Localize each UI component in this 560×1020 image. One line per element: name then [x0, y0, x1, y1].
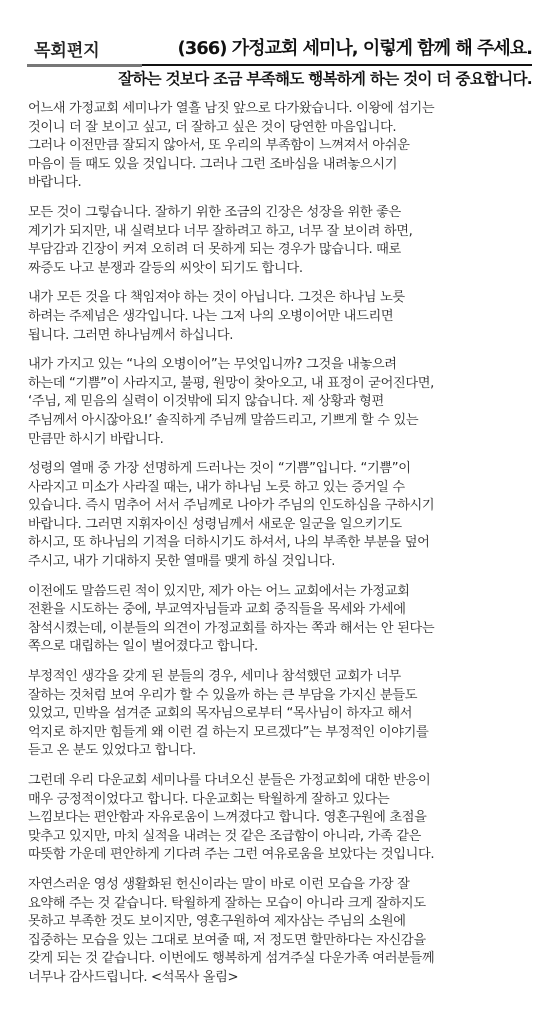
- header-rule: [142, 64, 532, 66]
- paragraph: 어느새 가정교회 세미나가 열흘 남짓 앞으로 다가왔습니다. 이왕에 섬기는 것이니 더 잘 보이고 싶고, 더 잘하고 싶은 것이 당연한 마음입니다. 그러나 이전만큼 잘되지 않아서, 또 우리의 부족함이 느껴져서 아쉬운 마음이 들 때도 있을 것입니다. 그러나 그런 조바심을 내려놓으시기 바랍니다.: [28, 101, 435, 191]
- letter-body: [28, 100, 534, 999]
- paragraph: 자연스러운 영성 생활화된 헌신이라는 말이 바로 이런 모습을 가장 잘 요약해 주는 것 같습니다. 탁월하게 잘하는 모습이 아니라 크게 잘하지도 못하고 부족한 것도 보이지만, 영혼구원하여 제자삼는 주님의 소원에 집중하는 모습을 있는 그대로 보여줄 때, 저 정도면 할만하다는 자신감을 갖게 되는 것 같습니다. 이번에도 행복하게 섬겨주실 다운가족 여러분들께 너무나 감사드립니다. <석목사 올림>: [28, 876, 435, 985]
- column-label: 목회편지: [34, 41, 100, 61]
- paragraph: 부정적인 생각을 갖게 된 분들의 경우, 세미나 참석했던 교회가 너무 잘하는 것처럼 보여 우리가 할 수 있을까 하는 큰 부담을 가지신 분들도 있었고, 민박을 섬겨준 교회의 목자님으로부터 “목사님이 하자고 해서 억지로 하지만 힘들게 왜 이런 걸 하는지 모르겠다”는 부정적인 이야기를 듣고 온 분도 있었다고 합니다.: [28, 669, 429, 759]
- paragraph: 이전에도 말씀드린 적이 있지만, 제가 아는 어느 교회에서는 가정교회 전환을 시도하는 중에, 부교역자님들과 교회 중직들을 목세와 가세에 참석시켰는데, 이분들의 의견이 가정교회를 하자는 쪽과 해서는 안 된다는 쪽으로 대립하는 일이 벌어졌다고 합니다.: [28, 583, 435, 655]
- paragraph: 그런데 우리 다운교회 세미나를 다녀오신 분들은 가정교회에 대한 반응이 매우 긍정적이었다고 합니다. 다운교회는 탁월하게 잘하고 있다는 느낌보다는 편안함과 자유로움이 느껴졌다고 합니다. 영혼구원에 초점을 맞추고 있지만, 마치 실적을 내려는 것 같은 조급함이 아니라, 가족 같은 따뜻함 가운데 편안하게 기다려 주는 그런 여유로움을 보았다는 것입니다.: [28, 773, 435, 863]
- paragraph: 내가 모든 것을 다 책임져야 하는 것이 아닙니다. 그것은 하나님 노릇 하려는 주제넘은 생각입니다. 나는 그저 나의 오병이어만 내드리면 됩니다. 그러면 하나님께서 하십니다.: [28, 290, 405, 343]
- letter-title: (366) 가정교회 세미나, 이렇게 함께 해 주세요.: [177, 38, 532, 59]
- paragraph: 내가 가지고 있는 “나의 오병이어”는 무엇입니까? 그것을 내놓으려 하는데 “기쁨”이 사라지고, 불평, 원망이 찾아오고, 내 표정이 굳어진다면, ‘주님, 제 믿음의 실력이 이것밖에 되지 않습니다. 제 상황과 형편 주님께서 아시잖아요!’ 솔직하게 주님께 말씀드리고, 기쁘게 할 수 있는 만큼만 하시기 바랍니다.: [28, 357, 434, 447]
- letter-subtitle: 잘하는 것보다 조금 부족해도 행복하게 하는 것이 더 중요합니다.: [118, 70, 532, 88]
- paragraph: 모든 것이 그렇습니다. 잘하기 위한 조금의 긴장은 성장을 위한 좋은 계기가 되지만, 내 실력보다 너무 잘하려고 하고, 너무 잘 보이려 하면, 부담감과 긴장이 커져 오히려 더 못하게 되는 경우가 많습니다. 때로 짜증도 나고 분쟁과 갈등의 씨앗이 되기도 합니다.: [28, 204, 413, 276]
- letter-header: [24, 34, 534, 64]
- paragraph: 성령의 열매 중 가장 선명하게 드러나는 것이 “기쁨”입니다. “기쁨”이 사라지고 미소가 사라질 때는, 내가 하나님 노릇 하고 있는 증거일 수 있습니다. 즉시 멈추어 서서 주님께로 나아가 주님의 인도하심을 구하시기 바랍니다. 그러면 지휘자이신 성령님께서 새로운 일군을 일으키기도 하시고, 또 하나님의 기적을 더하시기도 하셔서, 나의 부족한 부분을 덮어 주시고, 내가 기대하지 못한 열매를 맺게 하실 것입니다.: [28, 461, 435, 570]
